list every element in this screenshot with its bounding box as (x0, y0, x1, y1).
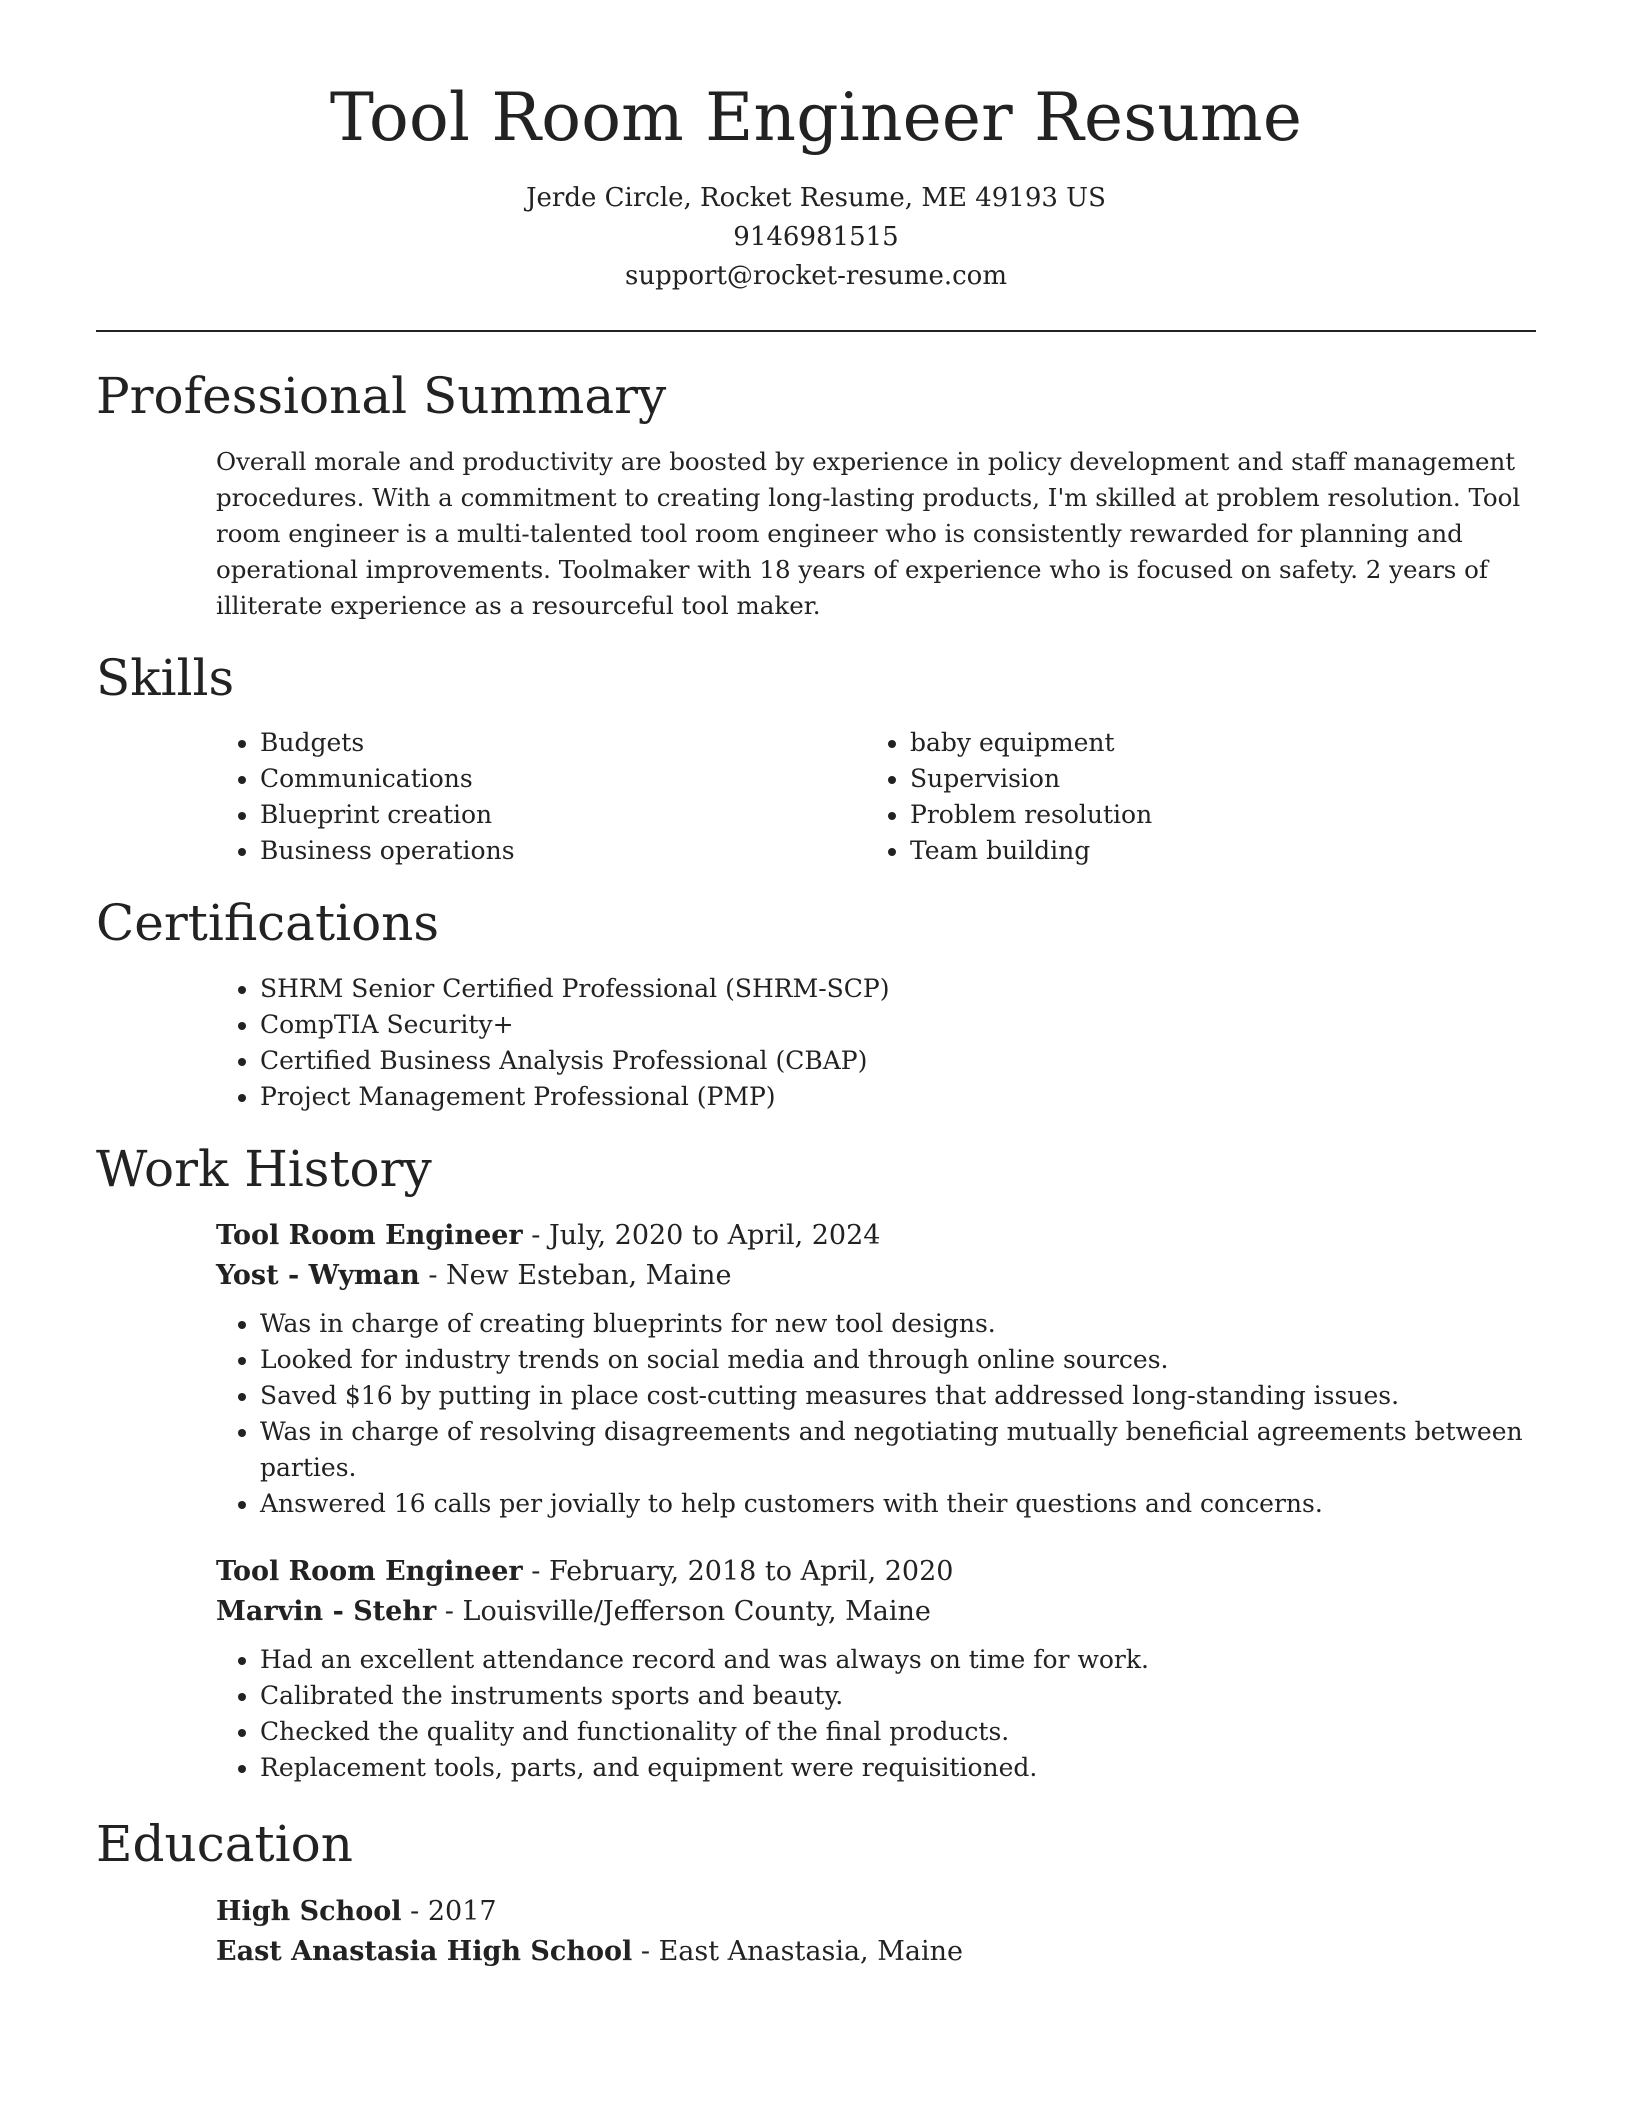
job-duty: • Saved $16 by putting in place cost-cutting measures that addressed long-standing issues. (260, 1378, 1536, 1414)
education-entry (96, 1892, 1536, 1972)
job-title-line (216, 1216, 1536, 1256)
certifications-section (96, 895, 1536, 1115)
certifications-list (216, 971, 1536, 1115)
job-separator: - (444, 1596, 463, 1628)
skill-item: • Budgets (260, 725, 866, 761)
contact-email: support@rocket-resume.com (624, 261, 1007, 292)
job-duty: • Answered 16 calls per jovially to help customers with their questions and concerns. (260, 1486, 1536, 1522)
work-history-heading: Work History (96, 1139, 432, 1198)
education-separator: - (640, 1935, 659, 1967)
education-location: East Anastasia, Maine (658, 1935, 963, 1967)
resume-title: Tool Room Engineer Resume (329, 79, 1303, 156)
skill-item: • Supervision (910, 761, 1516, 797)
certification-item: • Project Management Professional (PMP) (260, 1079, 1536, 1115)
skills-column-left (216, 725, 866, 869)
job-separator: - (531, 1220, 549, 1252)
job-company-line (216, 1592, 1536, 1632)
job-duty: • Was in charge of creating blueprints for new tool designs. (260, 1306, 1536, 1342)
job-duty: • Calibrated the instruments sports and beauty. (260, 1678, 1536, 1714)
job-duties-list (216, 1306, 1536, 1522)
job-company: Yost - Wyman (216, 1260, 420, 1292)
education-school: East Anastasia High School (216, 1935, 633, 1967)
skills-column-right (866, 725, 1516, 869)
job-duty: • Looked for industry trends on social media and through online sources. (260, 1342, 1536, 1378)
education-degree-line (216, 1892, 1536, 1932)
contact-phone: 9146981515 (733, 222, 899, 253)
job-duty: • Replacement tools, parts, and equipment were requisitioned. (260, 1750, 1536, 1786)
skills-grid (96, 725, 1536, 869)
skills-section (96, 650, 1536, 870)
summary-text: Overall morale and productivity are boosted by experience in policy development and staff management procedures. With a commitment to creating long-lasting products, I'm skilled at problem resolution. Tool room engineer is a multi-talented tool room engineer who is consistently rewarded for planning and operational improvements. Toolmaker with 18 years of experience who is focused on safety. 2 years of illiterate experience as a resourceful tool maker. (216, 446, 1521, 620)
certification-item: • CompTIA Security+ (260, 1007, 1536, 1043)
education-school-line (216, 1932, 1536, 1972)
skill-item: • Business operations (260, 833, 866, 869)
summary-section (96, 368, 1536, 624)
skill-item: • Team building (910, 833, 1516, 869)
certifications-heading: Certifications (96, 894, 440, 953)
skill-item: • baby equipment (910, 725, 1516, 761)
education-separator: - (410, 1895, 428, 1927)
job-title: Tool Room Engineer (216, 1220, 523, 1252)
job-duty: • Had an excellent attendance record and was always on time for work. (260, 1642, 1536, 1678)
skill-item: • Blueprint creation (260, 797, 866, 833)
education-degree: High School (216, 1895, 402, 1927)
job-title-line (216, 1552, 1536, 1592)
job-entry (96, 1552, 1536, 1786)
certification-item: • Certified Business Analysis Professional (CBAP) (260, 1043, 1536, 1079)
job-location: Louisville/Jefferson County, Maine (462, 1596, 931, 1628)
job-dates: July, 2020 to April, 2024 (548, 1220, 881, 1252)
work-history-section (96, 1141, 1536, 1787)
skills-heading: Skills (96, 648, 235, 707)
contact-address: Jerde Circle, Rocket Resume, ME 49193 US (526, 183, 1106, 214)
education-heading: Education (96, 1815, 353, 1874)
skill-item: • Problem resolution (910, 797, 1516, 833)
education-year: 2017 (427, 1895, 497, 1927)
job-title: Tool Room Engineer (216, 1556, 523, 1588)
job-location: New Esteban, Maine (446, 1260, 732, 1292)
job-duties-list (216, 1642, 1536, 1786)
job-separator: - (428, 1260, 447, 1292)
resume-header (96, 78, 1536, 296)
job-entry (96, 1216, 1536, 1522)
job-duty: • Was in charge of resolving disagreements and negotiating mutually beneficial agreements between parties. (260, 1414, 1536, 1486)
job-separator: - (531, 1556, 549, 1588)
job-duty: • Checked the quality and functionality of the final products. (260, 1714, 1536, 1750)
job-company-line (216, 1256, 1536, 1296)
education-section (96, 1816, 1536, 1972)
job-company: Marvin - Stehr (216, 1596, 437, 1628)
job-dates: February, 2018 to April, 2020 (548, 1556, 954, 1588)
skill-item: • Communications (260, 761, 866, 797)
header-divider (96, 330, 1536, 332)
certification-item: • SHRM Senior Certified Professional (SHRM-SCP) (260, 971, 1536, 1007)
summary-heading: Professional Summary (96, 367, 667, 426)
